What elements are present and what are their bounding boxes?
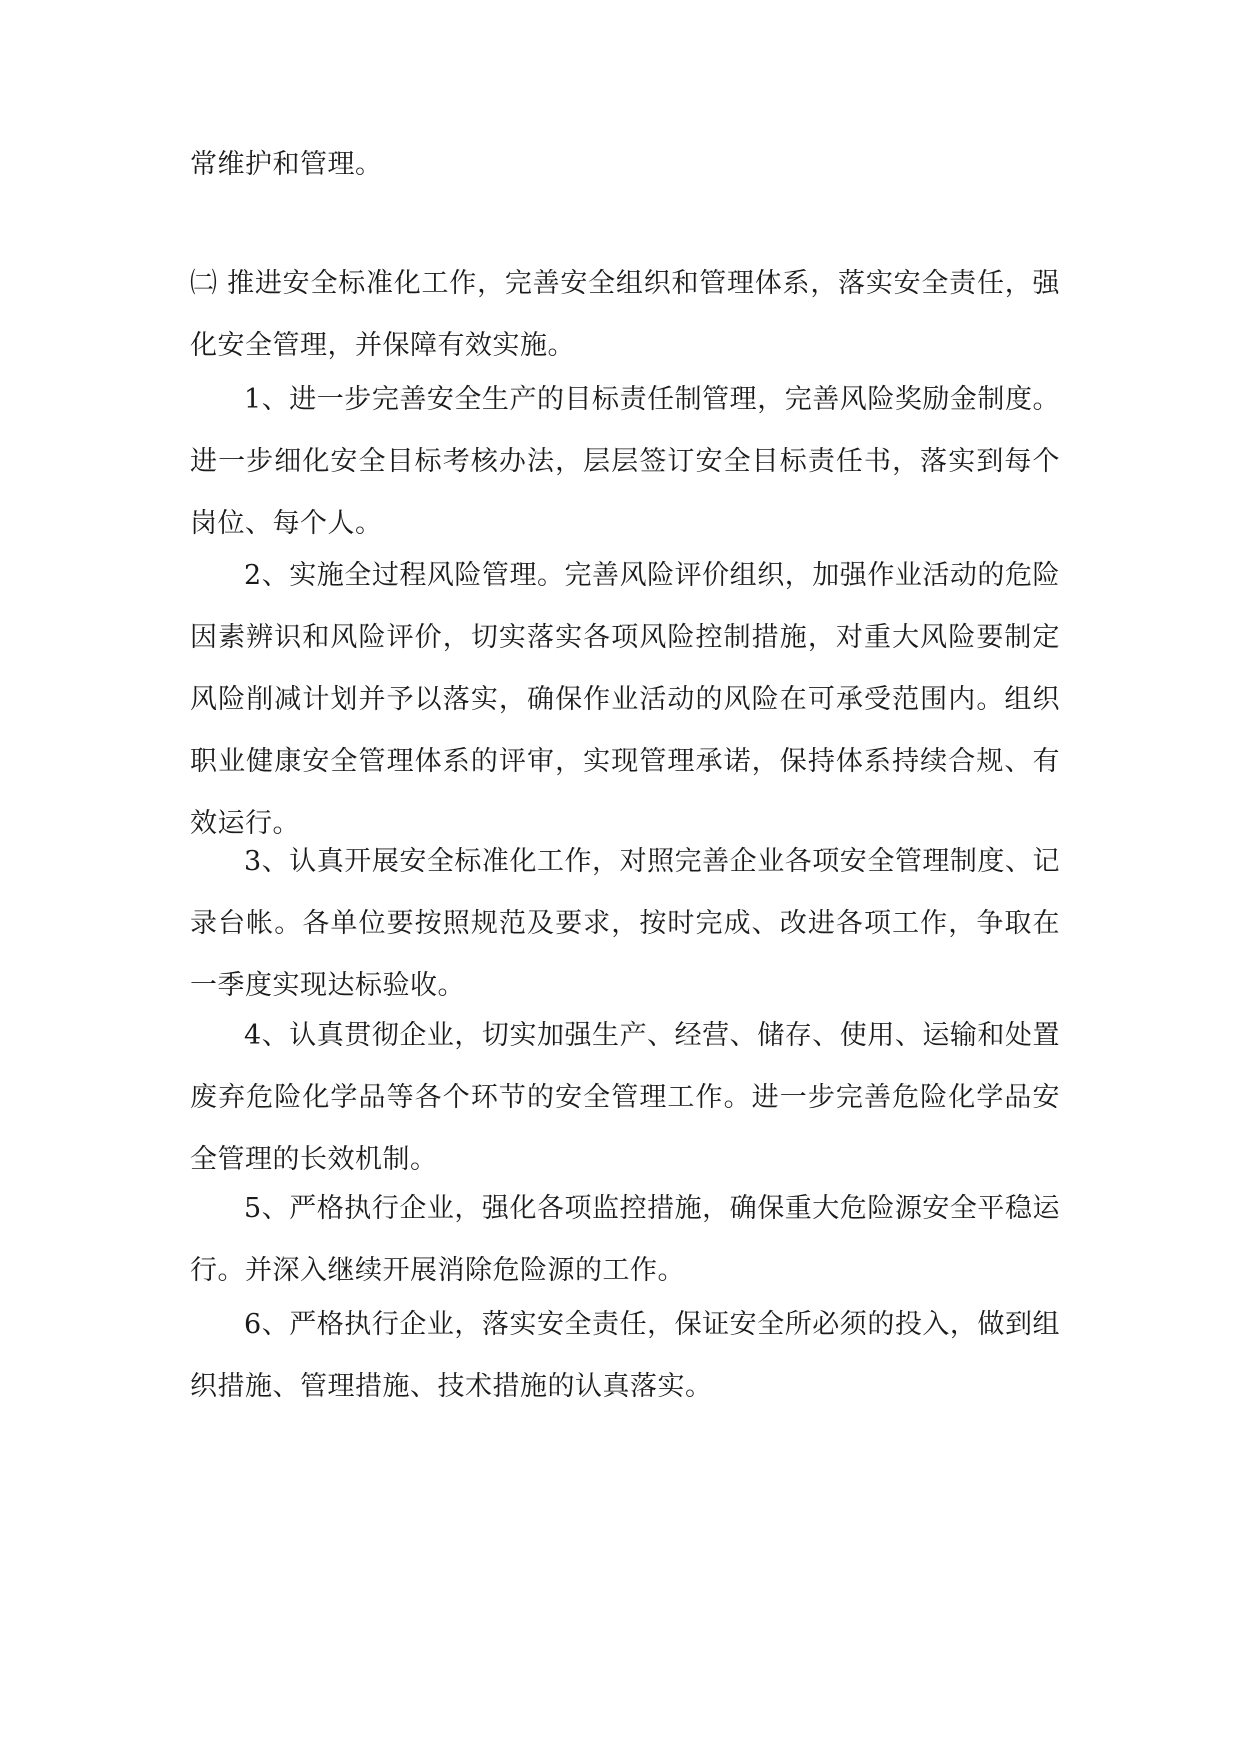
list-item-3: 3、认真开展安全标准化工作，对照完善企业各项安全管理制度、记录台帐。各单位要按照规范及要求，按时完成、改进各项工作，争取在一季度实现达标验收。 — [190, 846, 1060, 1001]
section-heading-2: ㈡ 推进安全标准化工作，完善安全组织和管理体系，落实安全责任，强化安全管理，并保障有效实施。 — [190, 268, 1060, 361]
list-item-4: 4、认真贯彻企业，切实加强生产、经营、储存、使用、运输和处置废弃危险化学品等各个环节的安全管理工作。进一步完善危险化学品安全管理的长效机制。 — [190, 1020, 1060, 1175]
paragraph-continuation: 常维护和管理。 — [190, 149, 383, 180]
list-item-5: 5、严格执行企业，强化各项监控措施，确保重大危险源安全平稳运行。并深入继续开展消除危险源的工作。 — [190, 1193, 1060, 1286]
list-item-6: 6、严格执行企业，落实安全责任，保证安全所必须的投入，做到组织措施、管理措施、技术措施的认真落实。 — [190, 1309, 1060, 1402]
list-item-2: 2、实施全过程风险管理。完善风险评价组织，加强作业活动的危险因素辨识和风险评价，切实落实各项风险控制措施，对重大风险要制定风险削减计划并予以落实，确保作业活动的风险在可承受范围内。组织职业健康安全管理体系的评审，实现管理承诺，保持体系持续合规、有效运行。 — [190, 560, 1060, 839]
list-item-1: 1、进一步完善安全生产的目标责任制管理，完善风险奖励金制度。进一步细化安全目标考核办法，层层签订安全目标责任书，落实到每个岗位、每个人。 — [190, 384, 1060, 539]
